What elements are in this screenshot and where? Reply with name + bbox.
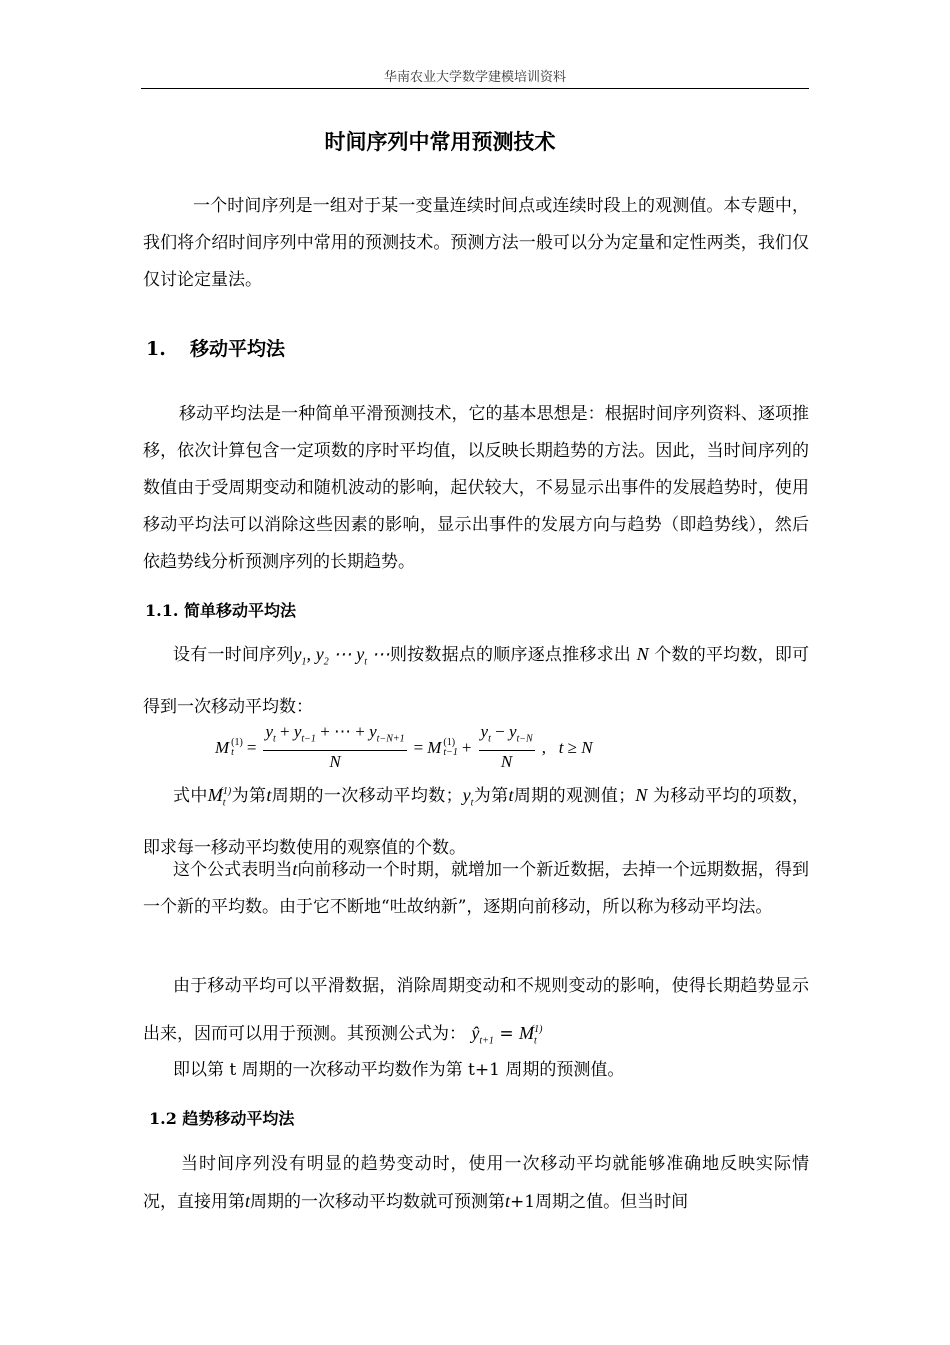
section-1-1-para-1: 设有一时间序列$y_1$, $y_2$ ⋯ $y_t$ ⋯则按数据点的顺序逐点推移求出 N 个数的平均数，即可得到一次移动平均数：: [143, 644, 810, 717]
section-1-1-para-3: 这个公式表明当t向前移动一个时期，就增加一个新近数据，去掉一个远期数据，得到一个新的平均数。由于它不断地“吐故纳新”，逐期向前移动，所以称为移动平均法。: [143, 859, 810, 917]
page-header: 华南农业大学数学建模培训资料: [383, 70, 566, 85]
section-1-1-para-4: 由于移动平均可以平滑数据，消除周期变动和不规则变动的影响，使得长期趋势显示出来，因而可以用于预测。其预测公式为： $ŷ_{t+1} = M_t^{(1)}$: [143, 976, 809, 1047]
section-1-2-heading: 1.2 趋势移动平均法: [149, 1109, 295, 1128]
section-1-1-heading: 1.1. 简单移动平均法: [145, 601, 296, 620]
document-title: 时间序列中常用预测技术: [324, 129, 556, 154]
section-1-1-para-2: 式中$M_t^{(1)}$为第t周期的一次移动平均数；$y_t$为第t周期的观测值；N 为移动平均的项数，即求每一移动平均数使用的观察值的个数。: [143, 785, 810, 858]
section-1-heading: [146, 334, 285, 361]
section-1-number: 1.: [146, 338, 166, 360]
section-1-1-para-5: 即以第 t 周期的一次移动平均数作为第 t+1 周期的预测值。: [173, 1060, 625, 1080]
series-notation: $y_1$, $y_2$ ⋯ $y_t$ ⋯: [293, 644, 390, 668]
section-1-2-para-1: 当时间序列没有明显的趋势变动时，使用一次移动平均就能够准确地反映实际情况，直接用第t周期的一次移动平均数就可预测第t+1周期之值。但当时间: [143, 1154, 809, 1212]
intro-paragraph: 一个时间序列是一组对于某一变量连续时间点或连续时段上的观测值。本专题中，我们将介绍时间序列中常用的预测技术。预测方法一般可以分为定量和定性两类，我们仅仅讨论定量法。: [143, 196, 809, 290]
header-rule: [141, 88, 809, 89]
section-1-title: 移动平均法: [190, 338, 286, 360]
section-1-paragraph: 移动平均法是一种简单平滑预测技术，它的基本思想是：根据时间序列资料、逐项推移，依次计算包含一定项数的序时平均值，以反映长期趋势的方法。因此，当时间序列的数值由于受周期变动和随机波动的影响，起伏较大，不易显示出事件的发展趋势时，使用移动平均法可以消除这些因素的影响，显示出事件的发展方向与趋势（即趋势线），然后依趋势线分析预测序列的长期趋势。: [143, 404, 809, 572]
moving-average-formula: M (1) t = $\frac{y_t + y_{t-1} + \cdots + y_{t-N+1}}{N}$ = M (1) t−1 + $\frac{y_t - y_{t-N}}{N}$ , t ≥ N: [215, 722, 593, 772]
